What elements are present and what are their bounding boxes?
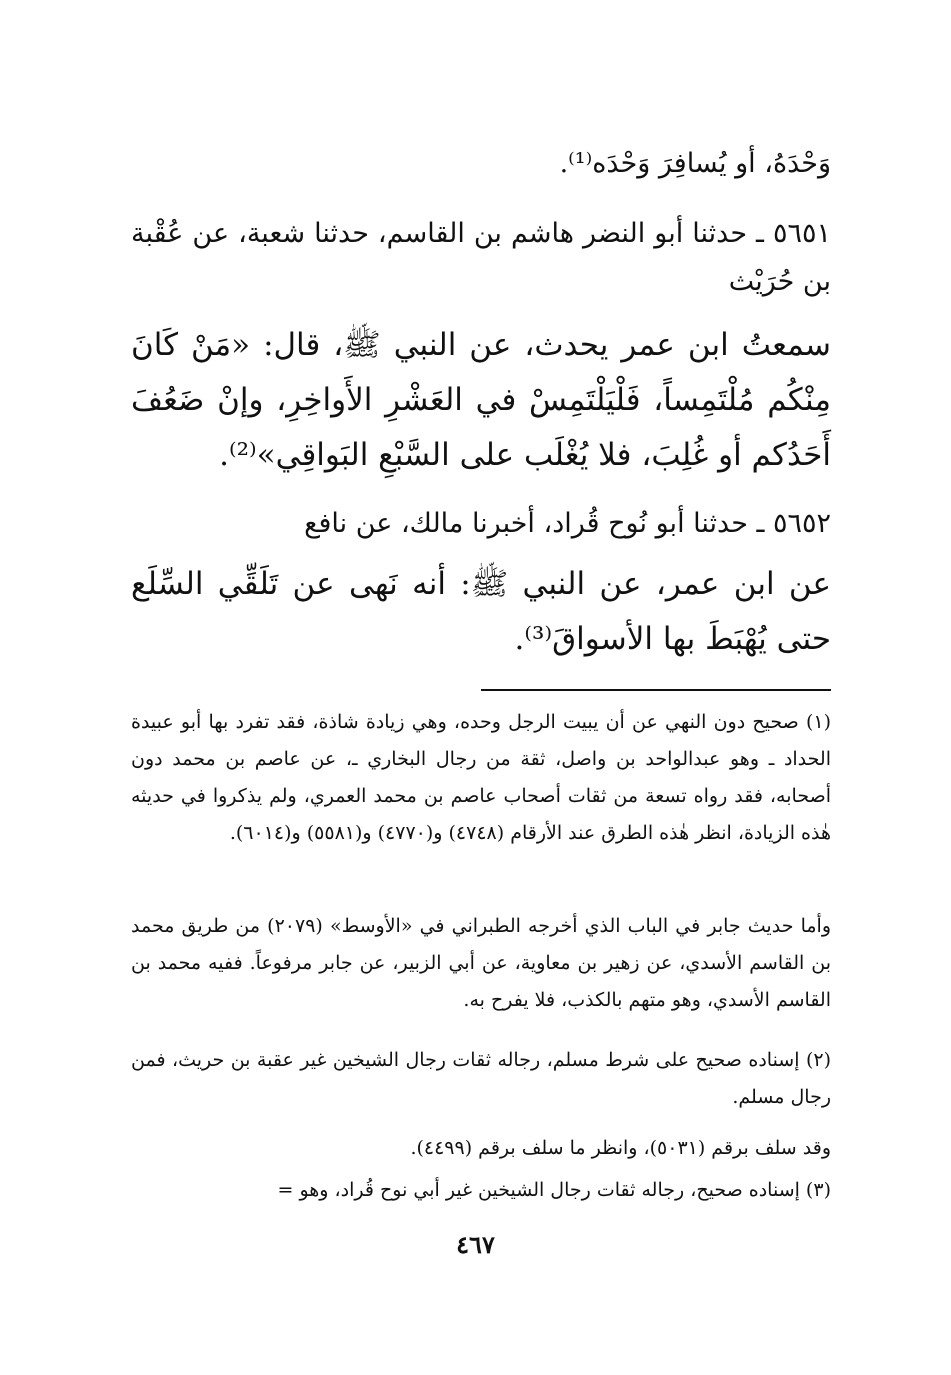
- page-number: ٤٦٧: [456, 1230, 495, 1259]
- hadith-5652-isnad: ٥٦٥٢ ـ حدثنا أبو نُوح قُراد، أخبرنا مالك، عن نافع: [304, 508, 831, 539]
- footnote-3: (٣) إسناده صحيح، رجاله ثقات رجال الشيخين غير أبي نوح قُراد، وهو =: [277, 1179, 831, 1201]
- hadith-5651-matn: سمعتُ ابن عمر يحدث، عن النبي ﷺ، قال: «مَنْ كَانَ مِنْكُم مُلْتَمِساً، فَلْيَلْتَمِسْ في العَشْرِ الأَواخِرِ، وإنْ ضَعُفَ أَحَدُكم أو غُلِبَ، فلا يُغْلَب على السَّبْعِ البَواقِي»⁽²⁾.: [131, 327, 831, 473]
- footnote-1: (١) صحيح دون النهي عن أن يبيت الرجل وحده، وهي زيادة شاذة، فقد تفرد بها أبو عبيدة الحداد ـ وهو عبدالواحد بن واصل، ثقة من رجال البخاري ـ، عن عاصم بن محمد دون أصحابه، فقد رواه تسعة من ثقات أصحاب عاصم بن محمد العمري، ولم يذكروا في حديثه هٰذه الزيادة، انظر هٰذه الطرق عند الأرقام (٤٧٤٨) و(٤٧٧٠) و(٥٥٨١) و(٦٠١٤).: [131, 711, 831, 844]
- continuation-line: وَحْدَهُ، أو يُسافِرَ وَحْدَه⁽¹⁾.: [559, 148, 831, 179]
- footnote-2: (٢) إسناده صحيح على شرط مسلم، رجاله ثقات رجال الشيخين غير عقبة بن حريث، فمن رجال مسلم.: [131, 1049, 831, 1108]
- footnote-separator: [481, 689, 831, 691]
- footnote-2-continued: وقد سلف برقم (٥٠٣١)، وانظر ما سلف برقم (٤٤٩٩).: [410, 1137, 831, 1159]
- hadith-5651-isnad: ٥٦٥١ ـ حدثنا أبو النضر هاشم بن القاسم، حدثنا شعبة، عن عُقْبة بن حُرَيْث: [131, 218, 831, 297]
- footnote-1-continued: وأما حديث جابر في الباب الذي أخرجه الطبراني في «الأوسط» (٢٠٧٩) من طريق محمد بن القاسم الأسدي، عن زهير بن معاوية، عن أبي الزبير، عن جابر مرفوعاً. ففيه محمد بن القاسم الأسدي، وهو متهم بالكذب، فلا يفرح به.: [131, 915, 831, 1011]
- hadith-5652-matn: عن ابن عمر، عن النبي ﷺ: أنه نَهى عن تَلَقِّي السِّلَع حتى يُهْبَطَ بها الأسواقَ⁽³⁾.: [131, 566, 831, 657]
